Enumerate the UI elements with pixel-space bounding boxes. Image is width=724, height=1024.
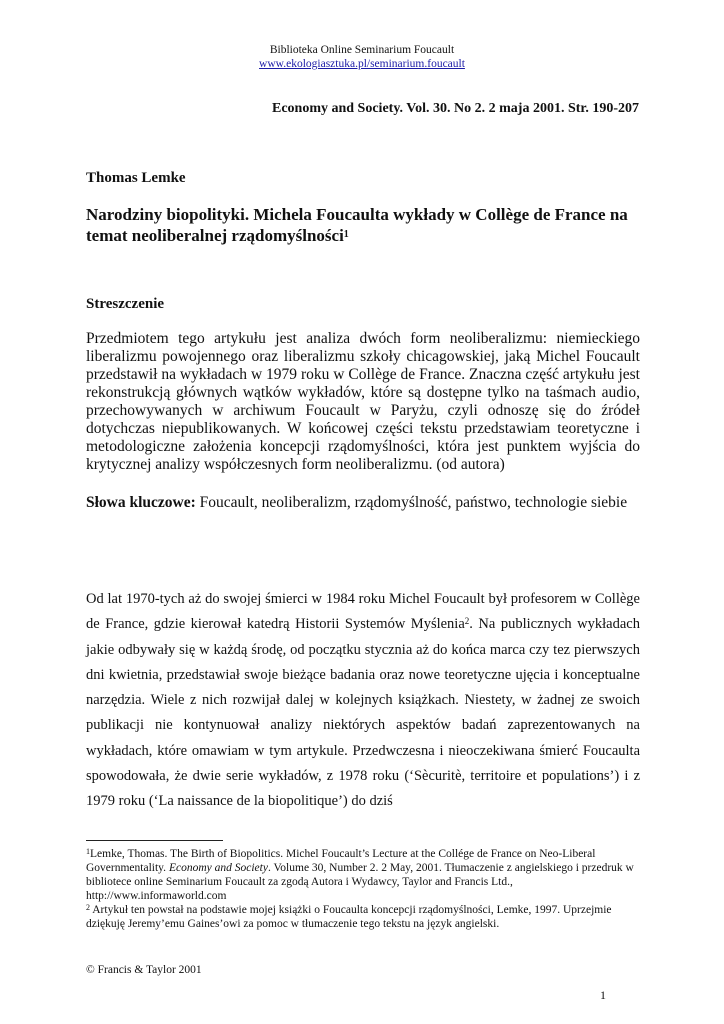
title-text: Narodziny biopolityki. Michela Foucaulta wykłady w Collège de France na temat neoliberalnej rządomyślności — [86, 205, 628, 245]
author-name: Thomas Lemke — [86, 170, 186, 186]
library-header: Biblioteka Online Seminarium Foucault — [269, 44, 455, 56]
footnote-1-journal: Economy and Society — [168, 862, 268, 874]
footnote-1 — [86, 847, 646, 903]
footnote-ref-2[interactable]: 2 — [464, 616, 470, 627]
footnote-1-mark: 1 — [86, 847, 90, 856]
article-title — [86, 204, 640, 246]
footnotes — [86, 847, 646, 931]
footnote-1-text-a: Lemke, Thomas. The Birth of Biopolitics. Michel Foucault’s Lecture at the Collége de France on Neo-Liberal Governmentality. — [86, 848, 596, 874]
footnote-2-mark: 2 — [86, 903, 90, 912]
library-link[interactable]: www.ekologiasztuka.pl/seminarium.foucault — [259, 58, 465, 70]
footnote-1-text-b: . Volume 30, Number 2. 2 May, 2001. Tłumaczenie z angielskiego i przedruk w bibliotece online Seminarium Foucault za zgodą Autora i Wydawcy, Taylor and Francis Ltd., http://www.informaworld.com — [86, 862, 634, 902]
keywords — [86, 494, 640, 512]
footnote-2-text: Artykuł ten powstał na podstawie mojej książki o Foucaulta koncepcji rządomyślności, Lemke, 1997. Uprzejmie dziękuję Jeremy’emu Gaines’owi za pomoc w tłumaczenie tego tekstu na język angielski. — [86, 904, 612, 930]
journal-citation: Economy and Society. Vol. 30. No 2. 2 maja 2001. Str. 190-207 — [271, 101, 639, 116]
page-number: 1 — [600, 988, 606, 1002]
body-text-2: . Na publicznych wykładach jakie odbywały się w każdą środę, od początku stycznia aż do końca marca czy tez pierwszych dni kwietnia, przedstawiał swoje bieżące badania oraz nowe teoretyczne ujęcia i konceptualne narzędzia. Wiele z nich rozwijał dalej w kolejnych książkach. Niestety, w żadnej ze swoich publikacji nie kontynuował analizy niektórych aspektów badań zaprezentowanych na wykładach, które omawiam w tym artykule. Przedwczesna i nieoczekiwana śmierć Foucaulta spowodowała, że dwie serie wykładów, z 1978 roku (‘Sècuritè, territoire et populations’) i z 1979 roku (‘La naissance de la biopolitique’) do dziś — [86, 616, 640, 810]
abstract-text: Przedmiotem tego artykułu jest analiza dwóch form neoliberalizmu: niemieckiego liberalizmu powojennego oraz liberalizmu szkoły chicagowskiej, jaką Michel Foucault przedstawił na wykładach w 1979 roku w Collège de France. Znaczna część artykułu jest rekonstrukcją głównych wątków wykładów, które są dostępne tylko na taśmach audio, przechowywanych w archiwum Foucault w Paryżu, czyli odnoszę się do źródeł dotychczas niepublikowanych. W końcowej części tekstu przedstawiam teoretyczne i metodologiczne założenia koncepcji rządomyślności, która jest punktem wyjścia do krytycznej analizy współczesnych form neoliberalizmu. (od autora) — [86, 330, 640, 473]
copyright: © Francis & Taylor 2001 — [86, 964, 202, 976]
keywords-text: Foucault, neoliberalizm, rządomyślność, państwo, technologie siebie — [199, 494, 628, 511]
body-text-1: Od lat 1970-tych aż do swojej śmierci w 1984 roku Michel Foucault był profesorem w Collège de France, gdzie kierował katedrą Historii Systemów Myślenia — [86, 591, 640, 633]
footnote-ref-1[interactable]: 1 — [343, 229, 349, 240]
abstract-heading: Streszczenie — [86, 296, 165, 312]
footnote-separator — [86, 840, 223, 841]
body-paragraph — [86, 587, 640, 815]
keywords-label: Słowa kluczowe: — [86, 494, 196, 511]
footnote-2 — [86, 903, 646, 931]
